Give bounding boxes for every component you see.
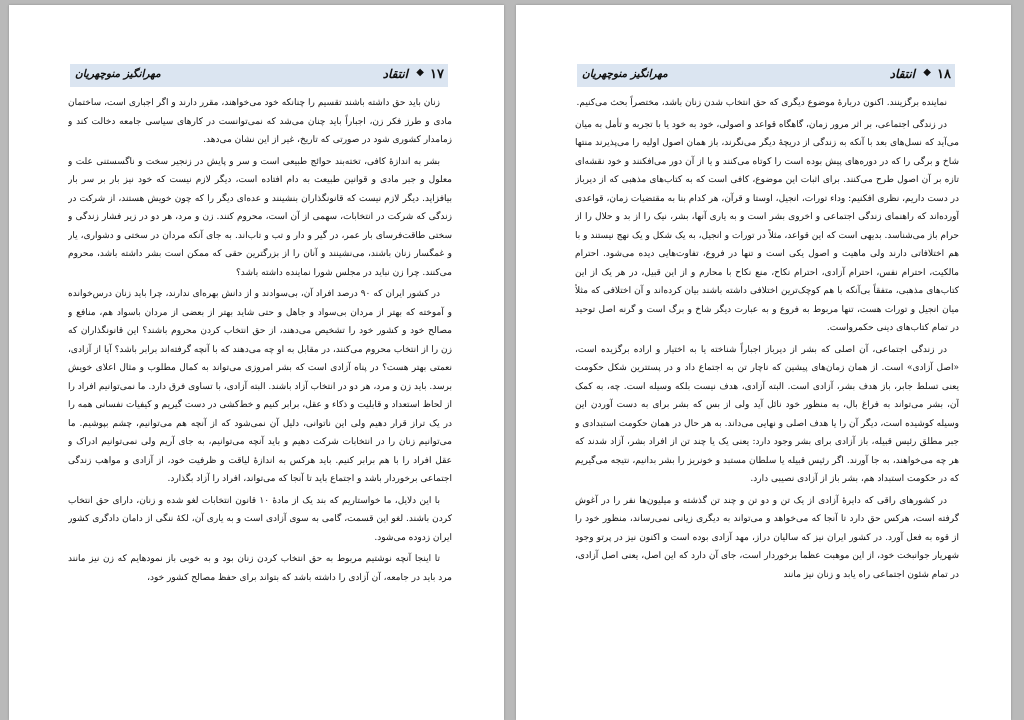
page-number: ۱۸ (937, 67, 951, 82)
page-body (575, 94, 959, 704)
diamond-icon: ◆ (923, 67, 931, 78)
paragraph: با این دلایل، ما خواستاریم که بند یک از مادهٔ ۱۰ قانون انتخابات لغو شده و زنان، دارای حق انتخاب کردن باشند. لغو این قسمت، گامی به سوی آزادی است و به یاری آن، لکهٔ ننگی از دامان دادگری کشور ایران زدوده می‌شود. (68, 495, 452, 543)
page-right (516, 5, 1011, 720)
paragraph: نماینده برگزینند. اکنون دربارهٔ موضوع دیگری که حق انتخاب شدن زنان باشد، مختصراً بحث می‌کنیم. (576, 98, 947, 108)
paragraph: در کشور ایران که ۹۰ درصد افراد آن، بی‌سوادند و از دانش بهره‌ای ندارند، چرا باید زنان درس‌خوانده و آموخته که بهتر از مردان بی‌سواد و جاهل و حتی شاید بهتر از بعضی از مردان باسواد هم، منافع و مصالح خود و کشور خود را تشخیص می‌دهند، از حق انتخاب کردن محروم باشند؟ این قانونگذاران که زن را از انتخاب محروم می‌کنند، در مقابل به او چه می‌دهند که با آنچه گرفته‌اند برابر باشد؟ آیا از آزادی، نعمتی بهتر هست؟ در پناه آزادی است که بشر امروزی می‌تواند به کمال مطلوب و مثال اعلای خویش برسد. باید زن و مرد، هر دو در انتخاب آزاد باشند. البته آزادی، با تساوی فرق دارد. ما نمی‌توانیم افراد را از لحاظ استعداد و قابلیت و ذکاء و عقل، برابر کنیم و خط‌کشی در دست گیریم و کیفیات نفسانی همه را در یک تراز قرار دهیم ولی این ناتوانی، دلیل آن نمی‌شود که از آنچه هم می‌توانیم، چشم بپوشیم. ما می‌توانیم زنان را در انتخابات شرکت دهیم و باید آنچه می‌توانیم، به جای آریم ولی نمی‌توانیم ادراک و عقل افراد را با هم برابر کنیم. باید هرکس به اندازهٔ لیاقت و ظرفیت خود، از آزادی و مواهب زندگی اجتماعی برخوردار باشد و اجتماع باید تا آنجا که می‌تواند، افراد را آزاد بگذارد. (68, 289, 452, 484)
chapter-title: انتقاد (382, 67, 408, 81)
paragraph: تا اینجا آنچه نوشتیم مربوط به حق انتخاب کردن زنان بود و به خوبی باز نمودهایم که زن نیز مانند مرد باید در جامعه، آن آزادی را داشته باشد که بتواند برای حفظ مصالح کشور خود، (68, 554, 452, 583)
running-header (577, 64, 955, 87)
author-name: مهرانگیز منوچهریان (582, 68, 668, 80)
page-left (9, 5, 504, 720)
chapter-title: انتقاد (889, 67, 915, 81)
page-number: ۱۷ (430, 67, 444, 82)
paragraph: در زندگی اجتماعی، بر اثر مرور زمان، گاهگاه قواعد و اصولی، خود به خود یا با تجربه و تأمل به میان می‌آید که نسل‌های بعد با آنکه به زندگی از دریچهٔ دیگر می‌نگرند، باز همان اصول اولیه را می‌پذیرند منتها شاخ و برگی را که در دوره‌های پیش بوده است را کوتاه می‌کنند و یا از آن دور می‌افکنند و خود نقشه‌ای تازه بر آن اصول طرح می‌کنند. برای اثبات این موضوع، کافی است که به کتاب‌های مذهبی که از دیرباز در دست داریم، نظری افکنیم: وداء تورات، انجیل، اوستا و قرآن، هر کدام بنا به مقتضیات زمان، قواعدی آورده‌اند که راهنمای زندگی اجتماعی و اخروی بشر است و به یاری آنها، بشر، نیک را از بد و حلال را از حرام باز می‌شناسد. بدیهی است که این قواعد، مثلاً در تورات و انجیل، به یک شکل و یک نهج نیستند و با هم اختلافاتی دارند ولی ماهیت و اصول یکی است و تنها در فروع، تفاوت‌هایی دیده می‌شود. احترام مالکیت، احترام نفس، احترام آزادی، احترام نکاح، منع نکاح با محارم و از این قبیل، در هر یک از این کتاب‌های مذهبی، متفقاً بی‌آنکه با هم کوچک‌ترین اختلافی داشته باشند بیان کرده‌اند و آن اختلافی که مثلاً میان انجیل و تورات هست، تنها مربوط به فروع و به عبارت دیگر شاخ و برگ است و گرنه اصل توحید در تمام کتاب‌های دینی حکمرواست. (575, 119, 959, 333)
paragraph: بشر به اندازهٔ کافی، تخته‌بند حوائج طبیعی است و سر و پایش در زنجیر سخت و ناگسستنی علت و معلول و جبر مادی و قوانین طبیعت به دام افتاده است، دیگر لازم نیست که خود نیز بار بر سر بار بیافزاید. دیگر لازم نیست که قانونگذاران بنشینند و عده‌ای دیگر را که چون خویش هستند، از شرکت در زندگی که شرکت در انتخابات، سهمی از آن است، محروم کنند. زن و مرد، هر دو در زیر فشار زندگی و سختی طاقت‌فرسای بار عمر، در گیر و دار و تب و تاب‌اند. به جای آنکه مردان در سختی و دشواری، یار و غمگسار زنان باشند، می‌نشینند و آنان را از بزرگترین حقی که ممکن است بشر داشته باشد، محروم می‌کنند. چرا زن نباید در مجلس شورا نماینده داشته باشد؟ (68, 156, 452, 278)
running-header (70, 64, 448, 87)
page-body (68, 94, 452, 704)
paragraph: در کشورهای راقی که دایرهٔ آزادی از یک تن و دو تن و چند تن گذشته و میلیون‌ها نفر را در آغوش گرفته است، هرکس حق دارد تا آنجا که می‌خواهد و می‌تواند به دیگری زیانی نمی‌رساند، منظور خود را از قوه به فعل آورد. در کشور ایران نیز که سالیان دراز، مهد آزادی بوده است و اکنون نیز در پرتو وجود شهریار جوانبخت خود، از این موهبت عظما برخوردار است، جای آن دارد که این اصل، یعنی اصل آزادی، در تمام شئون اجتماعی راه یابد و زنان نیز مانند (575, 495, 959, 580)
diamond-icon: ◆ (416, 67, 424, 78)
paragraph: در زندگی اجتماعی، آن اصلی که بشر از دیرباز اجباراً شناخته یا به اختیار و اراده برگزیده است، «اصل آزادی» است. از همان زمان‌های پیشین که ناچار تن به اجتماع داد و در پستترین شکل حکومت یعنی تسلط جابر، باز هدف بشر، آزادی است. البته آزادی، هدف نیست بلکه وسیله است. چه، به کمک آن، بشر می‌تواند به فراغ بال، به منظور خود نائل آید ولی از بس که بشر برای به دست آوردن این وسیله کوشیده است، دیگر آن را یا هدف اصلی و نهایی می‌داند. به هر حال در همان حکومت استبدادی و جبر مطلق رئیس قبیله، باز آزادی برای بشر وجود دارد: یعنی یک یا چند تن از افراد بشر، آزاد شدند که هر چه می‌خواهند، به جا آورند. اگر رئیس قبیله یا سلطان مستبد و خونریز را بشر بدانیم، نتیجه می‌گیریم که در حکومت استبداد هم، بشر باز از آزادی نصیبی دارد. (575, 344, 959, 484)
author-name: مهرانگیز منوچهریان (75, 68, 161, 80)
paragraph: زنان باید حق داشته باشند تقسیم را چنانکه خود می‌خواهند، مقرر دارند و اگر اجباری است، ساختمان مادی و طرز فکر زن، اجباراً باید چنان می‌شد که نمی‌توانست در کارهای سیاسی جامعه دخالت کند و زمامدار کشوری شود در صورتی که تاریخ، غیر از این نشان می‌دهد. (68, 98, 452, 145)
